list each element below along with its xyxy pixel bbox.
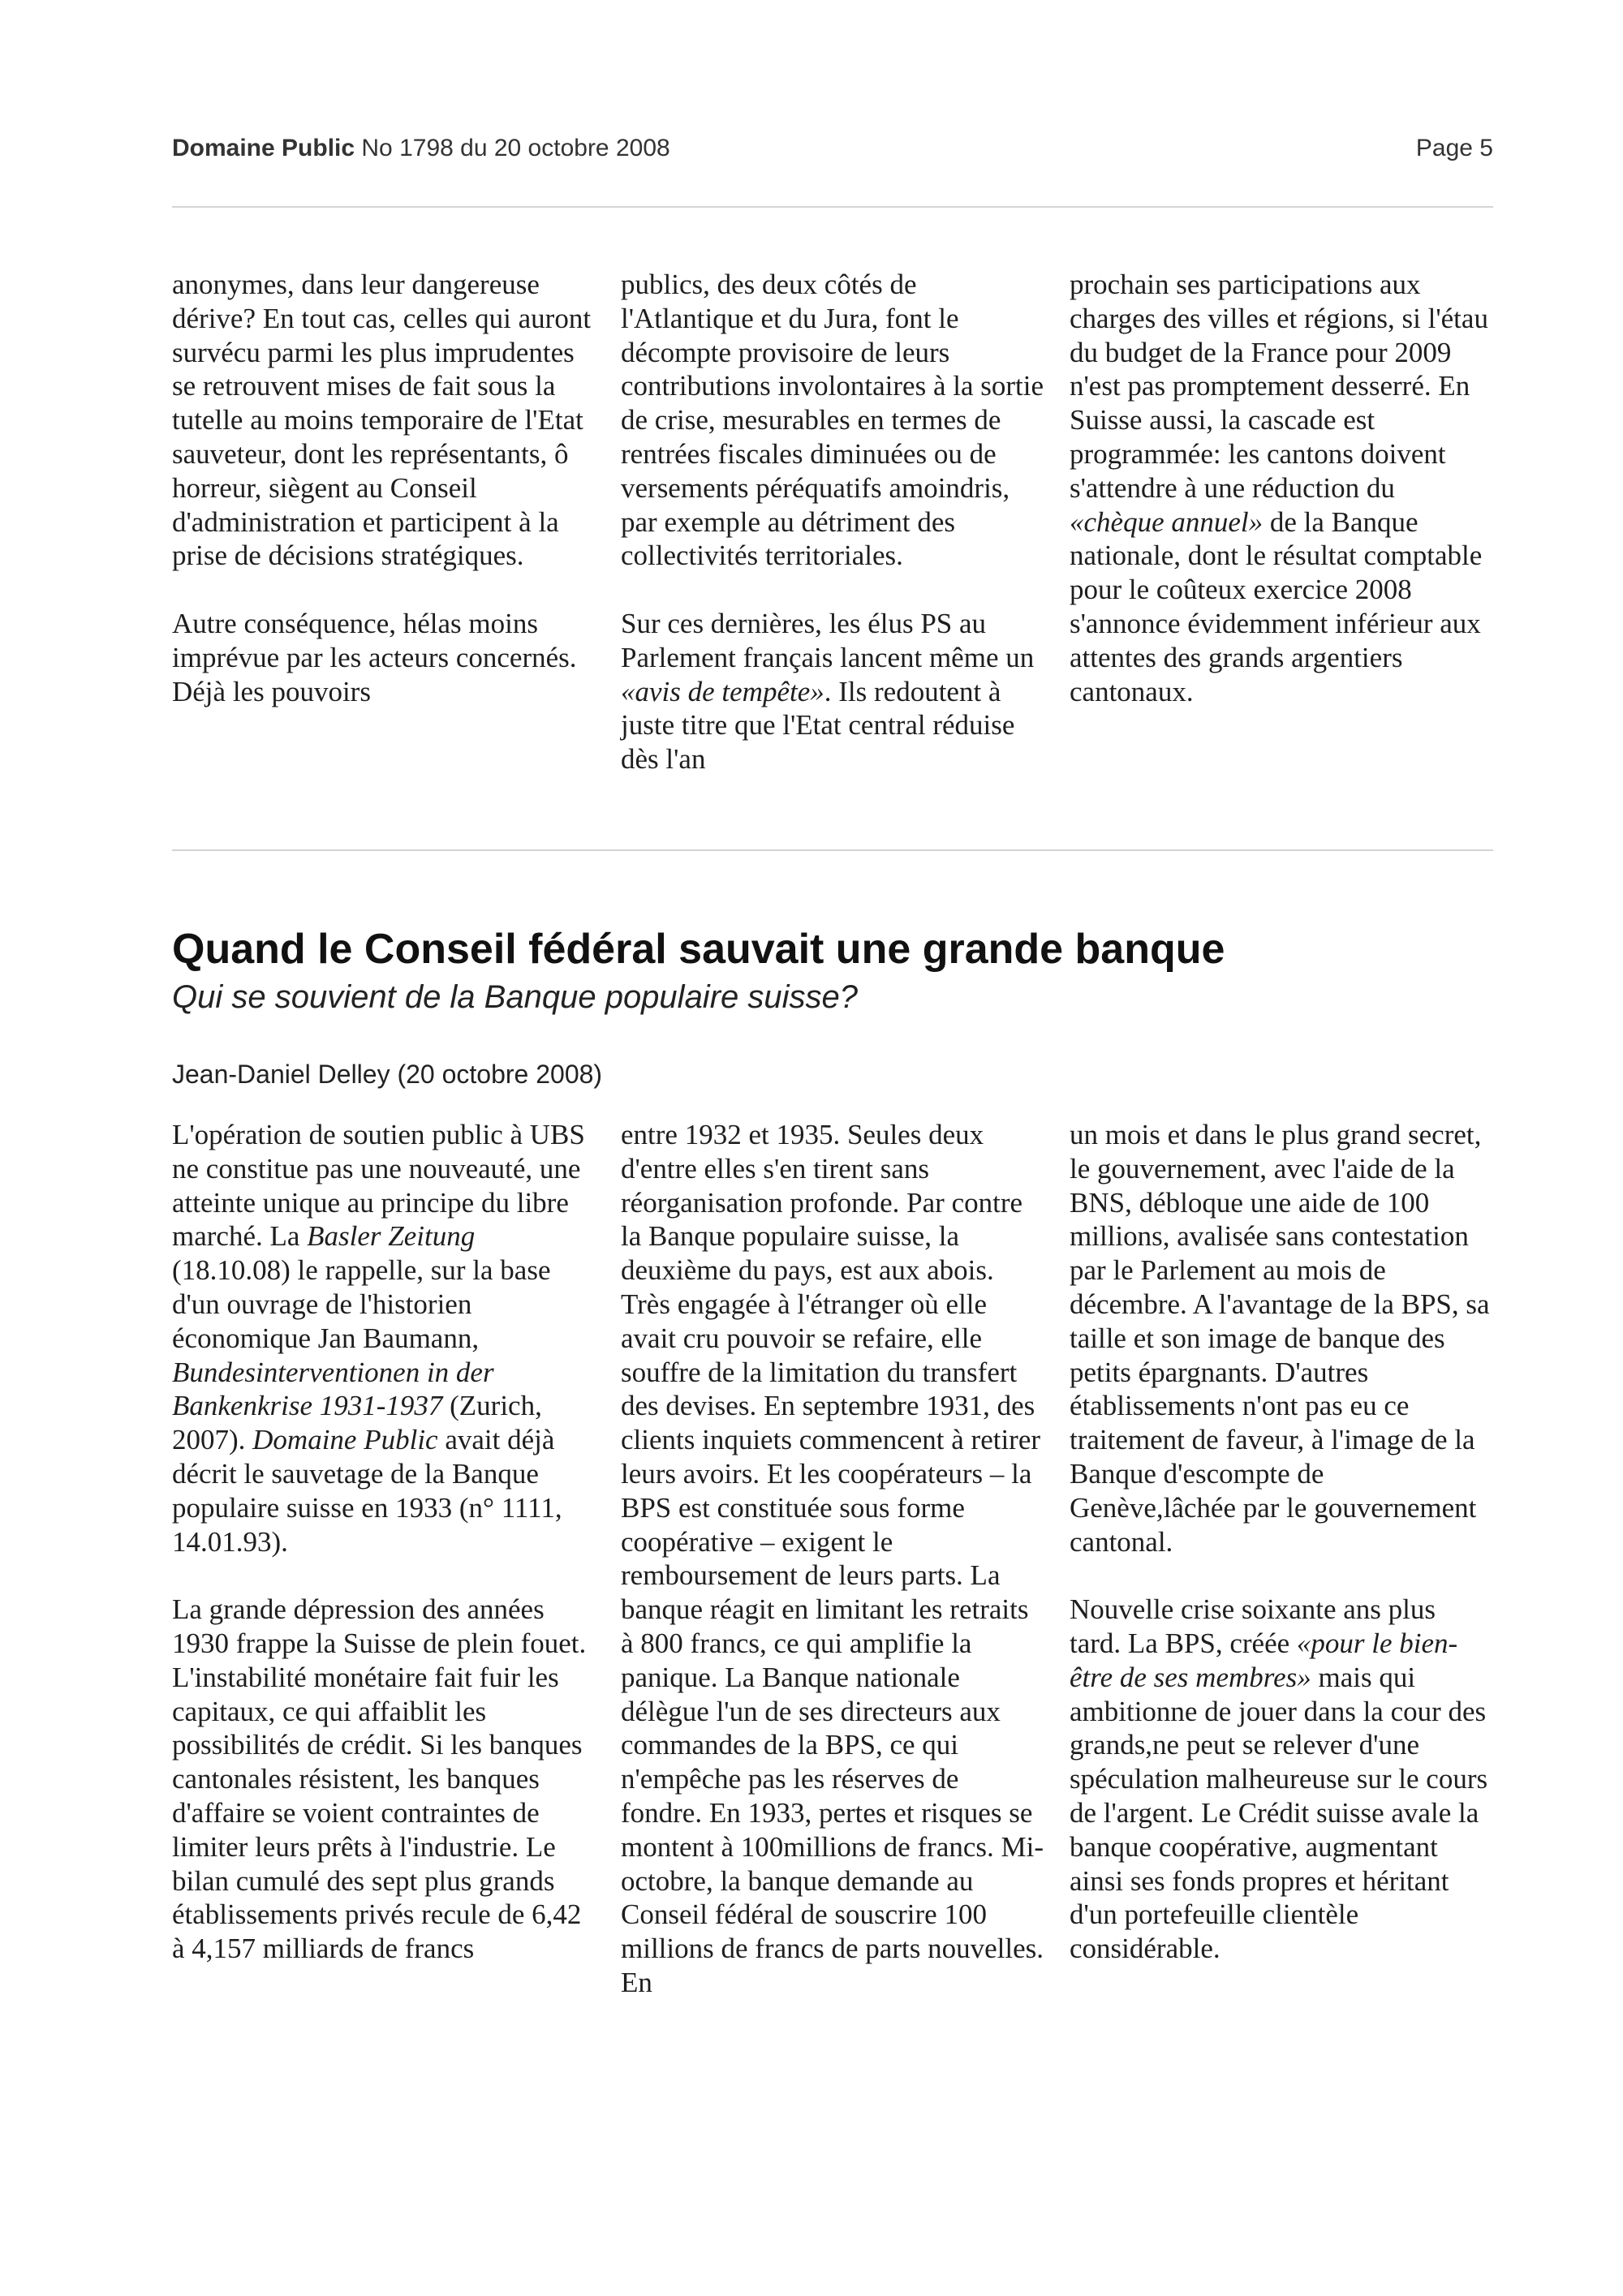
text-run: avait déjà décrit le sauvetage de la Banque populaire suisse en 1933 (n° 1111, 14.01.93).: [172, 1424, 562, 1558]
text-run: (18.10.08) le rappelle, sur la base d'un ouvrage de l'historien économique Jan Baumann,: [172, 1254, 551, 1354]
text-run: . Ils redoutent à juste titre que l'Etat central réduise dès l'an: [621, 675, 1015, 776]
italic-text: Domaine Public: [252, 1424, 438, 1456]
text-run: L'opération de soutien public à UBS ne constitue pas une nouveauté, une atteinte unique au principe du libre marché. La: [172, 1119, 585, 1253]
paragraph: [172, 268, 596, 573]
issue-info: No 1798 du 20 octobre 2008: [361, 135, 670, 161]
article-separator-rule: [172, 849, 1493, 851]
paragraph: [621, 268, 1044, 573]
text-run: un mois et dans le plus grand secret, le gouvernement, avec l'aide de la BNS, débloque une aide de 100 millions, avalisée sans contestation par le Parlement au mois de décembre. A l'avantage de la BPS, sa taille et son image de banque des petits épargnants. D'autres établissements n'ont pas eu ce traitement de faveur, à l'image de la Banque d'escompte de Genève,lâchée par le gouvernement cantonal.: [1070, 1119, 1490, 1558]
text-run: La grande dépression des années 1930 frappe la Suisse de plein fouet. L'instabilité monétaire fait fuir les capitaux, ce qui affaiblit les possibilités de crédit. Si les banques cantonales résistent, les banques d'affaire se voient contraintes de limiter leurs prêts à l'industrie. Le bilan cumulé des sept plus grands établissements privés recule de 6,42 à 4,157 milliards de francs: [172, 1593, 587, 1965]
header-issue-line: [172, 135, 670, 162]
text-column: [1070, 268, 1493, 776]
paragraph: [172, 607, 596, 708]
article-byline: Jean-Daniel Delley (20 octobre 2008): [172, 1060, 603, 1089]
text-column: [621, 1118, 1044, 2000]
text-column: [172, 1118, 596, 2000]
article-title: Quand le Conseil fédéral sauvait une grande banque: [172, 926, 1225, 973]
text-run: (Zurich, 2007).: [172, 1390, 542, 1456]
paragraph: [172, 1593, 596, 1966]
italic-text: «chèque annuel»: [1070, 505, 1264, 538]
italic-text: Bundesinterventionen in der Bankenkrise 1931-1937: [172, 1356, 494, 1422]
article-columns: [172, 1118, 1493, 2000]
text-run: Nouvelle crise soixante ans plus tard. La BPS, créée: [1070, 1593, 1436, 1659]
paragraph: [1070, 268, 1493, 708]
text-column: [621, 268, 1044, 776]
paragraph: [621, 1118, 1044, 2000]
text-column: [1070, 1118, 1493, 2000]
paragraph: [1070, 1593, 1493, 1966]
text-run: publics, des deux côtés de l'Atlantique et du Jura, font le décompte provisoire de leurs contributions involontaires à la sortie de crise, mesurables en termes de rentrées fiscales diminuées ou de versements péréquatifs amoindris, par exemple au détriment des collectivités territoriales.: [621, 269, 1044, 572]
text-run: Sur ces dernières, les élus PS au Parlement français lancent même un: [621, 607, 1035, 673]
header-rule: [172, 206, 1493, 208]
text-run: prochain ses participations aux charges des villes et régions, si l'étau du budget de la France pour 2009 n'est pas promptement desserré. En Suisse aussi, la cascade est programmée: les cantons doivent s'attendre à une réduction du: [1070, 269, 1488, 504]
text-run: anonymes, dans leur dangereuse dérive? En tout cas, celles qui auront survécu parmi les plus imprudentes se retrouvent mises de fait sous la tutelle au moins temporaire de l'Etat sauveteur, dont les représentants, ô horreur, siègent au Conseil d'administration et participent à la prise de décisions stratégiques.: [172, 269, 592, 572]
paragraph: [621, 607, 1044, 776]
text-run: entre 1932 et 1935. Seules deux d'entre elles s'en tirent sans réorganisation profonde. Par contre la Banque populaire suisse, la deuxième du pays, est aux abois. Très engagée à l'étranger où elle avait cru pouvoir se refaire, elle souffre de la limitation du transfert des devises. En septembre 1931, des clients inquiets commencent à retirer leurs avoirs. Et les coopérateurs – la BPS est constituée sous forme coopérative – exigent le remboursement de leurs parts. La banque réagit en limitant les retraits à 800 francs, ce qui amplifie la panique. La Banque nationale délègue l'un de ses directeurs aux commandes de la BPS, ce qui n'empêche pas les réserves de fondre. En 1933, pertes et risques se montent à 100millions de francs. Mi-octobre, la banque demande au Conseil fédéral de souscrire 100 millions de francs de parts nouvelles. En: [621, 1119, 1044, 1998]
article-subtitle: Qui se souvient de la Banque populaire suisse?: [172, 979, 858, 1015]
running-header: [172, 135, 1493, 170]
text-run: de la Banque nationale, dont le résultat comptable pour le coûteux exercice 2008 s'annonce évidemment inférieur aux attentes des grands argentiers cantonaux.: [1070, 505, 1483, 707]
paragraph: [1070, 1118, 1493, 1559]
text-run: Autre conséquence, hélas moins imprévue par les acteurs concernés. Déjà les pouvoirs: [172, 607, 577, 707]
page-number: Page 5: [1415, 135, 1493, 161]
text-run: mais qui ambitionne de jouer dans la cour des grands,ne peut se relever d'une spéculation malheureuse sur le cours de l'argent. Le Crédit suisse avale la banque coopérative, augmentant ainsi ses fonds propres et héritant d'un portefeuille clientèle considérable.: [1070, 1661, 1488, 1965]
text-column: [172, 268, 596, 776]
paragraph: [172, 1118, 596, 1559]
continued-article-columns: [172, 268, 1493, 776]
italic-text: «pour le bien-être de ses membres»: [1070, 1627, 1458, 1693]
italic-text: Basler Zeitung: [307, 1220, 476, 1253]
italic-text: «avis de tempête»: [621, 675, 824, 707]
publication-name: Domaine Public: [172, 135, 355, 161]
